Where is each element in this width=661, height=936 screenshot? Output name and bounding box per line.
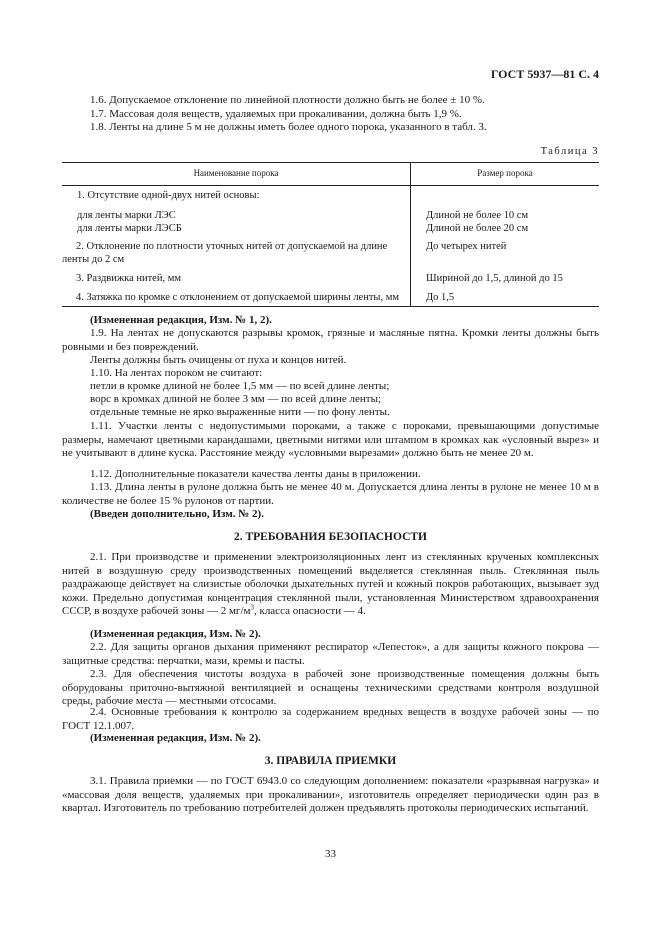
paragraph-2-1 — [62, 551, 599, 619]
paragraph-1-11: 1.11. Участки ленты с недопустимыми пороками, а также с пороками, превышающими допустимые размеры, намечают цветными карандашами, цветными нитями или штампом в кромках как «условный вырез» и не учитывают в длине куска. Расстояние между «условными вырезами» должно быть не менее 20 м. — [62, 420, 599, 460]
table-cell-defect-size: Длиной не более 20 см — [426, 223, 529, 235]
table-header-row — [62, 163, 599, 186]
amendment-note: (Измененная редакция, Изм. № 1, 2). — [90, 314, 272, 326]
table-row — [62, 286, 599, 307]
paragraph-1-7: 1.7. Массовая доля веществ, удаляемых при прокаливании, должна быть 1,9 %. — [90, 108, 462, 120]
section-heading-2: 2. ТРЕБОВАНИЯ БЕЗОПАСНОСТИ — [233, 531, 428, 543]
table-cell-defect-name: 3. Раздвижка нитей, мм — [76, 272, 182, 284]
paragraph-2-1-text: 2.1. При производстве и применении электроизоляционных лент из стеклянных крученых комплексных нитей в воздушную среду производственных помещений выделяется стеклянная пыль. Стеклянная пыль раздражающе действует на слизистые оболочки дыхательных путей и кожный покров работающих, вызывает зуд кожи. Предельно допустимая концентрация стеклянной пыли, установленная Министерством здравоохранения СССР, в воздухе рабочей зоны — 2 мг/м — [62, 551, 599, 618]
table-cell-defect-size: Шириной до 1,5, длиной до 15 — [426, 272, 563, 284]
table-caption: Таблица 3 — [540, 146, 599, 157]
table-header-defect-size: Размер порока — [411, 163, 600, 186]
table-cell-defect-size: До четырех нитей — [426, 240, 507, 252]
table-cell-defect-name: 1. Отсутствие одной-двух нитей основы: — [77, 190, 260, 201]
paragraph-2-3: 2.3. Для обеспечения чистоты воздуха в рабочей зоне производственные помещения должны быть оборудованы приточно-вытяжной вентиляцией и оснащены техническими средствами контроля воздушной среды, рабочие места — местными отсосами. — [62, 668, 599, 708]
paragraph-1-8: 1.8. Ленты на длине 5 м не должны иметь более одного порока, указанного в табл. 3. — [90, 121, 487, 133]
table-cell-sub-item: для ленты марки ЛЭС — [77, 209, 176, 221]
page-header: ГОСТ 5937—81 С. 4 — [490, 67, 599, 81]
table-cell-defect-name: 2. Отклонение по плотности уточных нитей от допускаемой на длине ленты до 2 см — [62, 240, 388, 266]
table-cell-defect-size: Длиной не более 10 см — [426, 209, 529, 221]
paragraph-1-12: 1.12. Дополнительные показатели качества ленты даны в приложении. — [90, 468, 421, 480]
defects-table — [62, 162, 599, 307]
table-row — [62, 267, 599, 286]
paragraph-1-9-cont: Ленты должны быть очищены от пуха и концов нитей. — [90, 354, 347, 366]
amendment-note: (Измененная редакция, Изм. № 2). — [90, 732, 261, 744]
paragraph-3-1: 3.1. Правила приемки — по ГОСТ 6943.0 со следующим дополнением: показатели «разрывная нагрузка» и «массовая доля веществ, удаляемых при прокаливании», изготовитель определяет периодически один раз в квартал. Изготовитель по требованию потребителей должен предъявлять протоколы периодических испытаний. — [62, 775, 599, 815]
section-heading-3: 3. ПРАВИЛА ПРИЕМКИ — [264, 755, 397, 767]
amendment-note: (Введен дополнительно, Изм. № 2). — [90, 508, 264, 520]
table-cell-defect-size: До 1,5 — [426, 291, 455, 303]
paragraph-1-10-item: ворс в кромках длиной не более 3 мм — по всей длине ленты; — [90, 393, 382, 405]
table-row — [62, 186, 599, 236]
paragraph-2-2: 2.2. Для защиты органов дыхания применяют респиратор «Лепесток», а для защиты кожного покрова — защитные средства: перчатки, мази, кремы и пасты. — [62, 641, 599, 667]
paragraph-1-10-item: отдельные темные не ярко выраженные нити — по фону ленты. — [90, 406, 390, 418]
table-header-defect-name: Наименование порока — [62, 163, 411, 186]
paragraph-1-10: 1.10. На лентах пороком не считают: — [90, 367, 263, 379]
paragraph-1-10-item: петли в кромке длиной не более 1,5 мм — по всей длине ленты; — [90, 380, 390, 392]
paragraph-2-1-end: , класса опасности — 4. — [253, 605, 366, 618]
page-number: 33 — [325, 848, 336, 860]
superscript: 3 — [250, 603, 254, 612]
paragraph-1-6: 1.6. Допускаемое отклонение по линейной плотности должно быть не более ± 10 %. — [90, 94, 485, 106]
amendment-note: (Измененная редакция, Изм. № 2). — [90, 628, 261, 640]
table-cell-defect-name: 4. Затяжка по кромке с отклонением от допускаемой ширины ленты, мм — [76, 291, 400, 303]
table-row — [62, 236, 599, 267]
table-cell-sub-item: для ленты марки ЛЭСБ — [77, 223, 182, 235]
paragraph-1-13: 1.13. Длина ленты в рулоне должна быть не менее 40 м. Допускается длина ленты в рулоне не менее 10 м в количестве не более 15 % рулонов от партии. — [62, 481, 599, 507]
paragraph-1-9: 1.9. На лентах не допускаются разрывы кромок, грязные и масляные пятна. Кромки ленты должны быть ровными и без повреждений. — [62, 327, 599, 353]
paragraph-2-4: 2.4. Основные требования к контролю за содержанием вредных веществ в воздухе рабочей зоны — по ГОСТ 12.1.007. — [62, 706, 599, 732]
